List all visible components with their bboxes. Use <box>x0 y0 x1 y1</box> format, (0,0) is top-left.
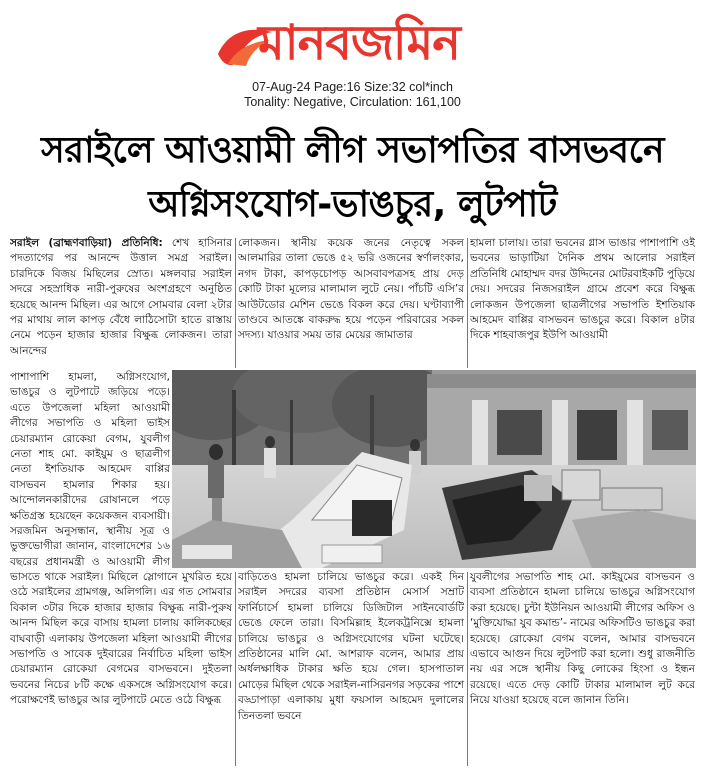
clipping-meta-line-1: 07-Aug-24 Page:16 Size:32 col*inch <box>252 80 453 94</box>
article-col-a2-text: পাশাপাশি হামলা, অগ্নিসংযোগ, ভাঙচুর ও লুটপাটে জড়িয়ে পড়ে। এতে উপজেলা মহিলা আওয়ামী লীগের সভাপতি ও মহিলা ভাইস চেয়ারম্যান রোকেয়া বেগম, যুবলীগ নেতা শাহ মো. কাইয়ুম ও ছাত্রলীগ নেতা ইশতিয়াক আহমেদ বাপ্পির বাসভবন হামলার শিকার হয়। আন্দোলনকারীদের রোষানলে পড়ে ক্ষতিগ্রস্ত হয়েছেন কয়েকজন ব্যবসায়ী। সরজমিন অনুসন্ধান, স্থানীয় সূত্র ও ভুক্তভোগীরা জানান, বাংলাদেশের ১৬ বছরের প্রধানমন্ত্রী ও আওয়ামী লীগ <box>10 371 170 568</box>
news-photo-image <box>172 370 696 568</box>
article-col-c3-text: যুবলীগের সভাপতি শাহ মো. কাইয়ুমের বাসভবন ও ব্যবসা প্রতিষ্ঠানে হামলা চালিয়ে ভাঙচুর অগ্নিসংযোগ করা হয়েছে। চুন্টা ইউনিয়ন আওয়ামী লীগের অফিস ও ‘মুক্তিযোদ্ধা যুব কমান্ড’- নামের অফিসটিও ভাঙচুর করা হয়েছে। রোকেয়া বেগম বলেন, আমার বাসভবনে এভাবে আগুন দিয়ে লুটপাট করা হলো। শুধু রাজনীতি নয় এর সঙ্গে স্থানীয় কিছু লোকের হিংসা ও ইন্ধন রয়েছে। এতে দেড় কোটি টাকার মালামাল লুট করে নিয়ে যাওয়া হয়েছে বলে জানান তিনি। <box>470 571 695 707</box>
article-byline: সরাইল (ব্রাহ্মণবাড়িয়া) প্রতিনিধি: <box>10 237 163 249</box>
article-column-1-middle <box>10 370 170 570</box>
masthead-title: মানবজমিন <box>258 15 460 71</box>
column-divider-left-bottom <box>235 572 236 766</box>
news-photo <box>172 370 696 568</box>
article-col-b-text: লোকজন। স্থানীয় কয়েক জনের নেতৃত্বে সকল আলমারির তালা ভেঙে ৫২ ভরি ওজনের স্বর্ণালংকার, নগদ টাকা, কাপড়চোপড় আসবাবপত্রসহ প্রায় দেড় কোটি টাকা মূল্যের মালামাল লুটে নেয়। পাঁচটি এসি’র আউটডোর মেশিন ভেঙে বিকল করে দেয়। ঘণ্টাব্যাপী তাণ্ডবে আতঙ্কে বাকরুদ্ধ হয়ে পড়েন পরিবারের সকল সদস্য। যাওয়ার সময় তার মেয়ের জামাতার <box>238 237 464 342</box>
article-column-3-top <box>470 236 695 370</box>
article-col-a3-text: ভাসতে থাকে সরাইল। মিছিলে স্লোগানে মুখরিত হয়ে ওঠে সরাইলের গ্রামগঞ্জ, অলিগলি। এর গত সোমবার বিকাল ৩টার দিকে হাজার হাজার বিক্ষুব্ধ নারী-পুরুষ আনন্দ মিছিল করে বাসায় হামলা চালায় কালিকচ্ছের বাঘবাড়ী এলাকায় উপজেলা মহিলা আওয়ামী লীগের সভাপতি ও সাবেক দুইবারের নির্বাচিত মহিলা ভাইস চেয়ারম্যান রোকেয়া বেগমের বাসভবনে। দুইতলা ভবনের নিচের ৮টি কক্ষে একসঙ্গে অগ্নিসংযোগ করে। পরোক্ষণেই ভাঙচুর আর লুটপাটে মেতে ওঠে বিক্ষুব্ধ <box>10 571 232 707</box>
headline-line-1: সরাইলে আওয়ামী লীগ সভাপতির বাসভবনে <box>41 130 664 171</box>
headline-line-2: অগ্নিসংযোগ-ভাঙচুর, লুটপাট <box>148 184 557 225</box>
article-column-3-bottom <box>470 570 695 768</box>
article-col-b3-text: বাড়িতেও হামলা চালিয়ে ভাঙচুর করে। একই দিন সরাইল সদরের ব্যবসা প্রতিষ্ঠান মেসার্স সম্রাট ফার্নিচার্সে হামলা চালিয়ে ডিজিটাল সাইনবোর্ডটি ভেঙে ফেলে তারা। বিসমিল্লাহ ইলেকট্রনিক্সে হামলা চালিয়ে ভাঙচুর ও অগ্নিসংযোগের ঘটনা ঘটেছে। প্রতিষ্ঠানের মালি মো. আশরাফ বলেন, আমার প্রায় অর্ধলক্ষাধিক টাকার ক্ষতি হয়ে গেল। হাসপাতাল মোড়ের মিছিল থেকে সরাইল-নাসিরনগর সড়কের পাশে বড্ডাপাড়া এলাকায় মুধা ফয়সাল আহমেদ দুলালের তিনতলা ভবনে <box>238 571 464 722</box>
masthead <box>0 6 705 80</box>
article-column-1-top <box>10 236 232 370</box>
article-col-a-text: শেখ হাসিনার পদত্যাগের পর আনন্দে উত্তাল সমগ্র সরাইল। চারদিকে বিজয় মিছিলের স্রোত। মঙ্গলবার সরাইল সদরে সহস্রাধিক নারী-পুরুষের অংশগ্রহণে অনুষ্ঠিত হয়েছে আনন্দ মিছিল। এর আগে সোমবার বেলা ২টার পর মাথায় লাল কাপড় বেঁধে লাঠিসোটা হাতে রাস্তায় নেমে পড়েন হাজার হাজার বিক্ষুব্ধ লোকজন। তারা আনন্দের <box>10 237 232 357</box>
article-column-1-bottom <box>10 570 232 768</box>
article-column-2-top <box>238 236 464 370</box>
article-col-c-text: হামলা চালায়। তারা ভবনের গ্লাস ভাঙার পাশাপাশি ওই ভবনের ভাড়াটিয়া দৈনিক প্রথম আলোর সরাইল প্রতিনিধি মোহাম্মদ বদর উদ্দিনের মোটরবাইকটি পুড়িয়ে দেয়। সদরের নিজসরাইল গ্রামে প্রবেশ করে বিক্ষুব্ধ লোকজন উপজেলা ছাত্রলীগের সভাপতি ইশতিয়াক আহমেদ বাপ্পির বাসভবন ভাঙচুর করে। বিকাল ৪টার দিকে শাহবাজপুর ইউপি আওয়ামী <box>470 237 695 342</box>
column-divider-right-top <box>467 238 468 368</box>
column-divider-right-bottom <box>467 572 468 766</box>
column-divider-left-top <box>235 238 236 368</box>
clipping-meta-line-2: Tonality: Negative, Circulation: 161,100 <box>244 95 461 109</box>
article-column-2-bottom <box>238 570 464 768</box>
